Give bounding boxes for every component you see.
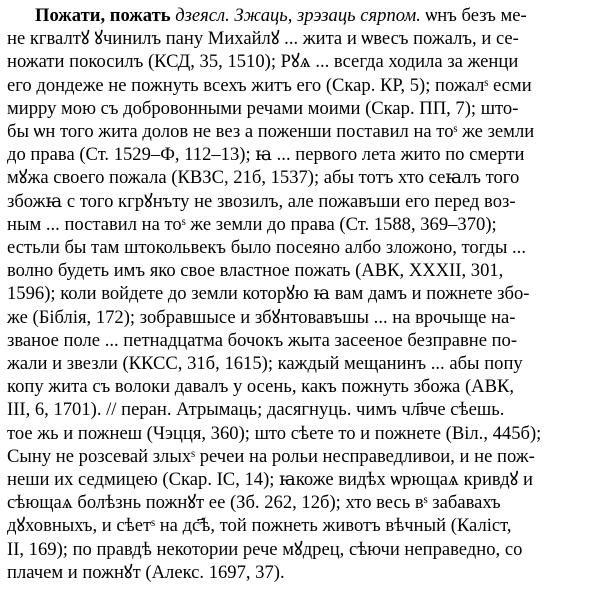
entry-line-1 [7, 4, 596, 27]
entry-line-3: ножати покосилъ (КСД, 35, 1510); Рꙋѧ ... всегда ходила за женци [7, 51, 519, 73]
headword: Пожати, пожать [35, 5, 171, 26]
gloss: дзеясл. Зжаць, зрэзаць сярпом. [175, 5, 421, 26]
entry-line-13: 1596); коли войдете до земли которꙋю ꙗ вам дамъ и пожнете збо- [7, 283, 530, 305]
entry-line-8: мꙋжа своего пожала (КВЗС, 21б, 1537); абы тотъ хто сеꙗлъ того [7, 167, 520, 189]
entry-line-25: плачем и пожнꙋт (Алекс. 1697, 37). [7, 561, 285, 583]
entry-line-19: тое жь и пожнеш (Чэцця, 360); што сѣете то и пожнете (Віл., 445б); [7, 422, 542, 444]
entry-line-22: сѣющаѧ болѣзнь пожнꙋт ее (Зб. 262, 12б); хто весь вˢ забавахъ [7, 492, 501, 514]
entry-line-11: естьли бы там штокольвекъ было посеяно албо зложоно, тогды ... [7, 237, 526, 259]
entry-line-9: збожꙗ с того кгрꙋнъту не звозилъ, але пожавъши его перед воз- [7, 190, 516, 212]
entry-line-18: III, 6, 1701). // перан. Атрымаць; дасягнуць. чимъ чл҃вче сѣешь. [7, 399, 505, 421]
entry-line-12: волно будеть имъ яко свое властное пожать (АВК, XXXII, 301, [7, 260, 504, 282]
entry-line-21: неши их седмицею (Скар. ІС, 14); ꙗкоже видѣх ѡрющаѧ кривдꙋ и [7, 469, 534, 491]
entry-line-15: званое поле ... петнадцатма бочокъ жыта засееное безправне по- [7, 329, 518, 351]
entry-line-16: жали и звезли (ККСС, 31б, 1615); каждый мещанинъ ... абы попу [7, 353, 523, 375]
entry-line-20: Сыну не розсевай злыхˢ речеи на рольи несправедливои, и не пож- [7, 445, 535, 467]
entry-line-23: дꙋховныхъ, и сѣетˢ на дс҃ѣ, той пожнеть животъ вѣчный (Каліст, [7, 515, 512, 537]
entry-line-2: не кгвалтꙋ ꙋчинилъ пану Михайлꙋ ... жита и ѡвесъ пожалъ, и се- [7, 28, 519, 50]
entry-line-17: копу жита съ волоки давалъ у осень, какъ пожнуть збожа (АВК, [7, 376, 515, 398]
entry-line-5: мирру мою съ добровонными речами моими (Скар. ПП, 7); што- [7, 97, 519, 119]
entry-line-10: ным ... поставил на тоˢ же земли до права (Ст. 1588, 369–370); [7, 213, 497, 235]
entry-line-4: его дондеже не пожнуть всехъ житъ его (Скар. КР, 5); пожалˢ есми [7, 74, 532, 96]
entry-line-14: же (Біблія, 172); зобравшысе и збꙋнтовавъшы ... на врочыще на- [7, 306, 516, 328]
entry-line-6: бы ѡн того жита долов не вез а поженши поставил на тоˢ же земли [7, 121, 535, 143]
entry-text-1: ѡнъ безъ ме- [420, 5, 527, 26]
entry-line-7: до права (Ст. 1529–Ф, 112–13); ꙗ ... первого лета жито по смерти [7, 144, 525, 166]
entry-line-24: II, 169); по правдѣ некотории рече мꙋдрец, сѣючи неправедно, со [7, 538, 523, 560]
dictionary-entry [7, 4, 596, 584]
